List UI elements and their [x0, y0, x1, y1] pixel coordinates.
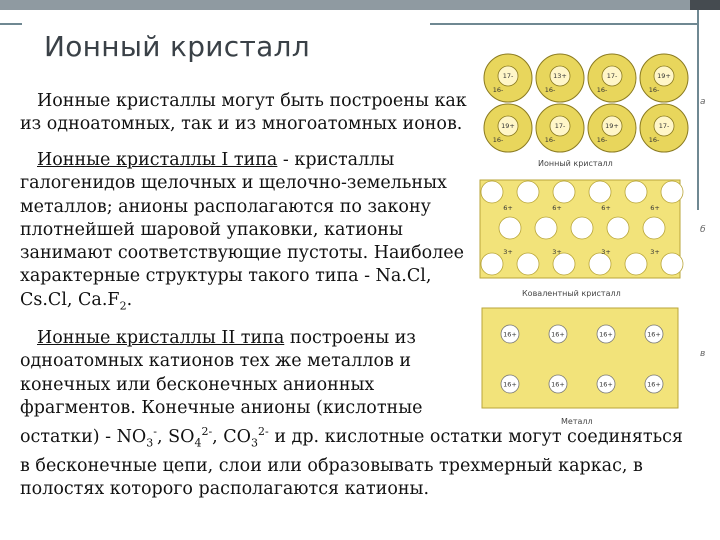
p3-s1: 3 [146, 436, 154, 450]
slide-title: Ионный кристалл [44, 30, 310, 63]
p3-p2: 2- [201, 425, 213, 439]
paragraph-1 [20, 90, 480, 137]
p3-s2: 4 [194, 436, 202, 450]
p3-line-4: фрагментов. Конечные анионы (кислотные [20, 397, 423, 418]
covalent-hole [589, 253, 611, 275]
covalent-hole [661, 253, 683, 275]
p3-line-2: одноатомных катионов тех же металлов и [20, 351, 412, 372]
covalent-letter: б [700, 225, 706, 235]
metal-caption: Металл [561, 417, 593, 426]
covalent-hole [499, 217, 521, 239]
p2-line-2: галогенидов щелочных и щелочно-земельных [20, 173, 447, 194]
ionic-letter: а [700, 97, 706, 107]
covalent-ion-label: 3+ [552, 248, 562, 256]
p3-line-1-rest: построены из [284, 328, 416, 348]
p3-t4: и др. кислотные остатки могут соединяться [268, 427, 683, 448]
covalent-hole [643, 217, 665, 239]
paragraph-2 [20, 149, 480, 318]
top-bar [0, 0, 720, 10]
covalent-hole [517, 181, 539, 203]
covalent-hole [625, 253, 647, 275]
covalent-hole [481, 253, 503, 275]
p3-tail-2: полостях которого располагаются катионы. [20, 479, 430, 500]
covalent-ion-label: 3+ [650, 248, 660, 256]
covalent-ion-label: 3+ [601, 248, 611, 256]
p2-underlined: Ионные кристаллы I типа [37, 150, 278, 170]
p2-line-7a: Cs.Cl, Ca.F [20, 289, 120, 310]
ionic-caption: Ионный кристалл [538, 159, 613, 168]
ionic-anion-label: 16- [544, 86, 556, 94]
metal-ion-label: 16+ [503, 330, 517, 339]
p3-tail-1: в бесконечные цепи, слои или образовывать трехмерный каркас, в [20, 455, 643, 476]
covalent-hole [589, 181, 611, 203]
p3-t2: , SO [156, 427, 195, 448]
ionic-crystal-panel [484, 54, 688, 152]
p3-p1: - [153, 425, 157, 439]
covalent-hole [553, 181, 575, 203]
ionic-anion-label: 16- [492, 86, 504, 94]
ionic-cation-label: 17- [502, 72, 514, 80]
covalent-hole [553, 253, 575, 275]
metal-ion-label: 16+ [503, 380, 517, 389]
p2-line-1-rest: - кристаллы [277, 150, 395, 170]
p3-p3: 2- [258, 425, 269, 439]
p3-s3: 3 [251, 436, 259, 450]
p3-t1: остатки) - NO [20, 427, 147, 448]
covalent-crystal-panel [480, 180, 683, 278]
ionic-cation-label: 17- [554, 122, 566, 130]
metal-ion-label: 16+ [647, 380, 661, 389]
covalent-ion-label: 3+ [503, 248, 513, 256]
metal-ion-label: 16+ [599, 330, 613, 339]
p3-underlined: Ионные кристаллы II типа [37, 328, 285, 348]
header-rule-left [0, 23, 22, 25]
metal-ion-label: 16+ [551, 330, 565, 339]
metal-ion-label: 16+ [551, 380, 565, 389]
covalent-hole [607, 217, 629, 239]
ionic-anion-label: 16- [648, 86, 660, 94]
covalent-hole [535, 217, 557, 239]
covalent-hole [481, 181, 503, 203]
metal-ion-label: 16+ [647, 330, 661, 339]
top-bar-gray [0, 0, 690, 10]
ionic-cation-label: 19+ [605, 122, 619, 130]
header-rule-right [430, 23, 697, 25]
covalent-ion-label: 6+ [650, 204, 660, 212]
p2-line-3: металлов; анионы располагаются по закону [20, 196, 431, 217]
ionic-cation-label: 19+ [501, 122, 515, 130]
ionic-anion-label: 16- [596, 86, 608, 94]
ionic-anion-label: 16- [544, 136, 556, 144]
p1-line-2: из одноатомных, так и из многоатомных ионов. [20, 114, 463, 135]
covalent-hole [625, 181, 647, 203]
ionic-cation-label: 17- [658, 122, 670, 130]
p2-line-4: плотнейшей шаровой упаковки, катионы [20, 219, 403, 240]
covalent-ion-label: 6+ [601, 204, 611, 212]
crystal-diagram [470, 52, 710, 432]
metal-letter: в [700, 349, 706, 359]
p2-line-7-end: . [126, 289, 133, 310]
top-bar-dark [690, 0, 720, 10]
p2-line-6: характерные структуры такого типа - Na.Cl, [20, 266, 432, 287]
p2-sub: 2 [119, 299, 127, 313]
ionic-cation-label: 19+ [657, 72, 671, 80]
ionic-anion-label: 16- [648, 136, 660, 144]
covalent-caption: Ковалентный кристалл [522, 289, 621, 298]
ionic-cation-label: 17- [606, 72, 618, 80]
covalent-ion-label: 6+ [552, 204, 562, 212]
ionic-anion-label: 16- [492, 136, 504, 144]
covalent-hole [571, 217, 593, 239]
covalent-hole [661, 181, 683, 203]
covalent-ion-label: 6+ [503, 204, 513, 212]
metal-panel [482, 308, 678, 408]
p3-line-3: конечных или бесконечных анионных [20, 374, 375, 395]
p3-t3: , CO [212, 427, 252, 448]
ionic-cation-label: 13+ [553, 72, 567, 80]
p1-line-1: Ионные кристаллы могут быть построены как [37, 91, 467, 111]
covalent-hole [517, 253, 539, 275]
p2-line-5: занимают соответствующие пустоты. Наиболее [20, 243, 464, 264]
metal-ion-label: 16+ [599, 380, 613, 389]
ionic-anion-label: 16- [596, 136, 608, 144]
